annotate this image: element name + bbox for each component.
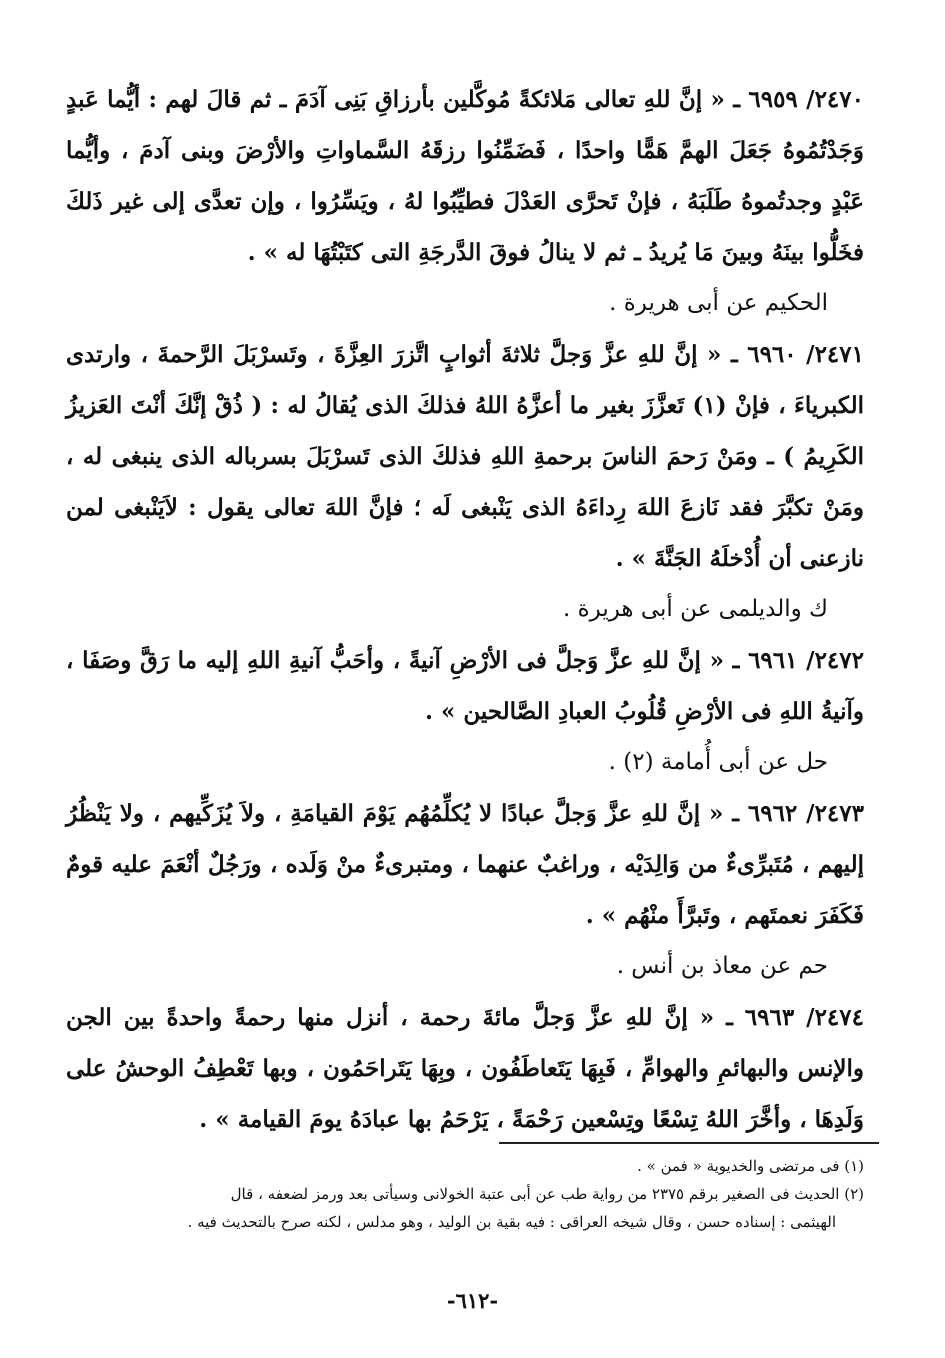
hadith-2470 bbox=[66, 74, 864, 278]
hadith-text: « إنَّ للهِ عزَّ وَجلَّ عبادًا لا يُكلِّمُهُم يَوْمَ القيامَةِ ، ولاَ يُزَكِّيهم ، ولا يَنْظُرُ إليهم ، مُتَبرِّىءٌ من وَالِدَيْه ، وراغبٌ عنهما ، ومتبرىءٌ منْ وَلَده ، ورَجُلٌ أنْعَمَ عليه قومٌ فَكَفَرَ نعمتَهم ، وتَبرَّأَ منْهُم » . bbox=[66, 800, 864, 929]
footnote-1: (١) فى مرتضى والخديوية « فمن » . bbox=[637, 1157, 864, 1175]
hadith-number: ٢٤٧٢/ ٦٩٦١ ـ bbox=[732, 647, 864, 674]
hadith-number: ٢٤٧٣/ ٦٩٦٢ ـ bbox=[732, 800, 864, 827]
hadith-2474 bbox=[66, 992, 864, 1145]
hadith-source: الحكيم عن أبى هريرة . bbox=[609, 290, 828, 316]
hadith-2472 bbox=[66, 635, 864, 737]
hadith-number: ٢٤٧٠/ ٦٩٥٩ ـ bbox=[733, 86, 864, 113]
hadith-2471 bbox=[66, 329, 864, 584]
page-number: -٦١٢- bbox=[446, 1288, 499, 1313]
hadith-text: « إنَّ للهِ عزَّ وَجلَّ ثلاثةَ أثوابٍ اتَّزرَ العِزَّةَ ، وتَسرْبَلَ الرَّحمةَ ، وارتدى الكبرياءَ ، فإنْ (١) تَعزَّزَ بغير ما أعزَّهُ اللهُ فذلكَ الذى يُقالُ له : ( ذُقْ إنَّكَ أنْتَ العَزيزُ الكَرِيمُ ) ـ ومَنْ رَحمَ الناسَ برحمةِ اللهِ فذلكَ الذى تَسرْبَلَ بسرباله الذى ينبغى له ، ومَنْ تكبَّرَ فقد نَازعَ اللهَ رِداءَهُ الذى يَنْبغى لَه ؛ فإنَّ اللهَ تعالى يقول : لاَيَنْبغى لمن نازعنى أن أُدْخلَهُ الجَنَّةَ » . bbox=[66, 341, 864, 572]
footnotes bbox=[66, 1152, 864, 1236]
hadith-source: حم عن معاذ بن أنس . bbox=[616, 953, 828, 979]
hadith-number: ٢٤٧١/ ٦٩٦٠ ـ bbox=[730, 341, 864, 368]
hadith-text: « إنَّ للهِ عزَّ وَجلَّ فى الأرْضِ آنيةً ، وأحَبُّ آنيةِ اللهِ إليه ما رَقَّ وصَفَا ، وآنيةُ اللهِ فى الأرْضِ قُلُوبُ العبادِ الصَّالحين » . bbox=[66, 647, 864, 725]
hadith-text: « إنَّ للهِ عزَّ وَجلَّ مائةَ رحمة ، أنزل منها رحمةً واحدةً بين الجن والإنس والبهائمِ والهوامِّ ، فَبِهَا يَتَعاطَفُون ، وبِهَا يَتَراحَمُون ، وبها تَعْطِفُ الوحشُ على وَلَدِهَا ، وأخَّرَ اللهُ تِسْعًا وتِسْعين رَحْمَةً ، يَرْحَمُ بها عبادَهُ يومَ القيامة » . bbox=[66, 1004, 864, 1133]
footnote-2-line-2: الهيثمى : إسناده حسن ، وقال شيخه العراقى : فيه بقية بن الوليد ، وهو مدلس ، لكنه صرح بالتحديث فيه . bbox=[187, 1213, 836, 1231]
hadith-number: ٢٤٧٤/ ٦٩٦٣ ـ bbox=[726, 1004, 864, 1031]
footnote-divider bbox=[499, 1142, 879, 1144]
hadith-text: « إنَّ للهِ تعالى مَلائكةً مُوكَّلين بأرزاقِ بَنِى آدَمَ ـ ثم قالَ لهم : أيُّما عَبدٍ وَجَدْتُمُوهُ جَعَلَ الهمَّ هَمًّا واحدًا ، فَضَمِّنُوا رزقَهُ السَّماواتِ والأرْضَ وبنى آدمَ ، وأيُّما عَبْدٍ وجدتُموهُ طَلَبَهُ ، فإنْ تَحرَّى العَدْلَ فطيِّبُوا لهُ ، ويَسِّرُوا ، وإن تعدَّى إلى غير ذَلكَ فخَلُّوا بينَهُ وبينَ مَا يُريدُ ـ ثم لا ينالُ فوقَ الدَّرجَةِ التى كتَبْتُهَا له » . bbox=[66, 86, 864, 266]
hadith-source: ك والديلمى عن أبى هريرة . bbox=[562, 596, 828, 622]
footnote-2-line-1: (٢) الحديث فى الصغير برقم ٢٣٧٥ من رواية طب عن أبى عتبة الخولانى وسيأتى بعد ورمز لضعفه ، قال bbox=[230, 1185, 864, 1203]
hadith-source: حل عن أبى أُمامة (٢) . bbox=[608, 749, 828, 775]
hadith-2473 bbox=[66, 788, 864, 941]
page-body bbox=[66, 74, 864, 1145]
